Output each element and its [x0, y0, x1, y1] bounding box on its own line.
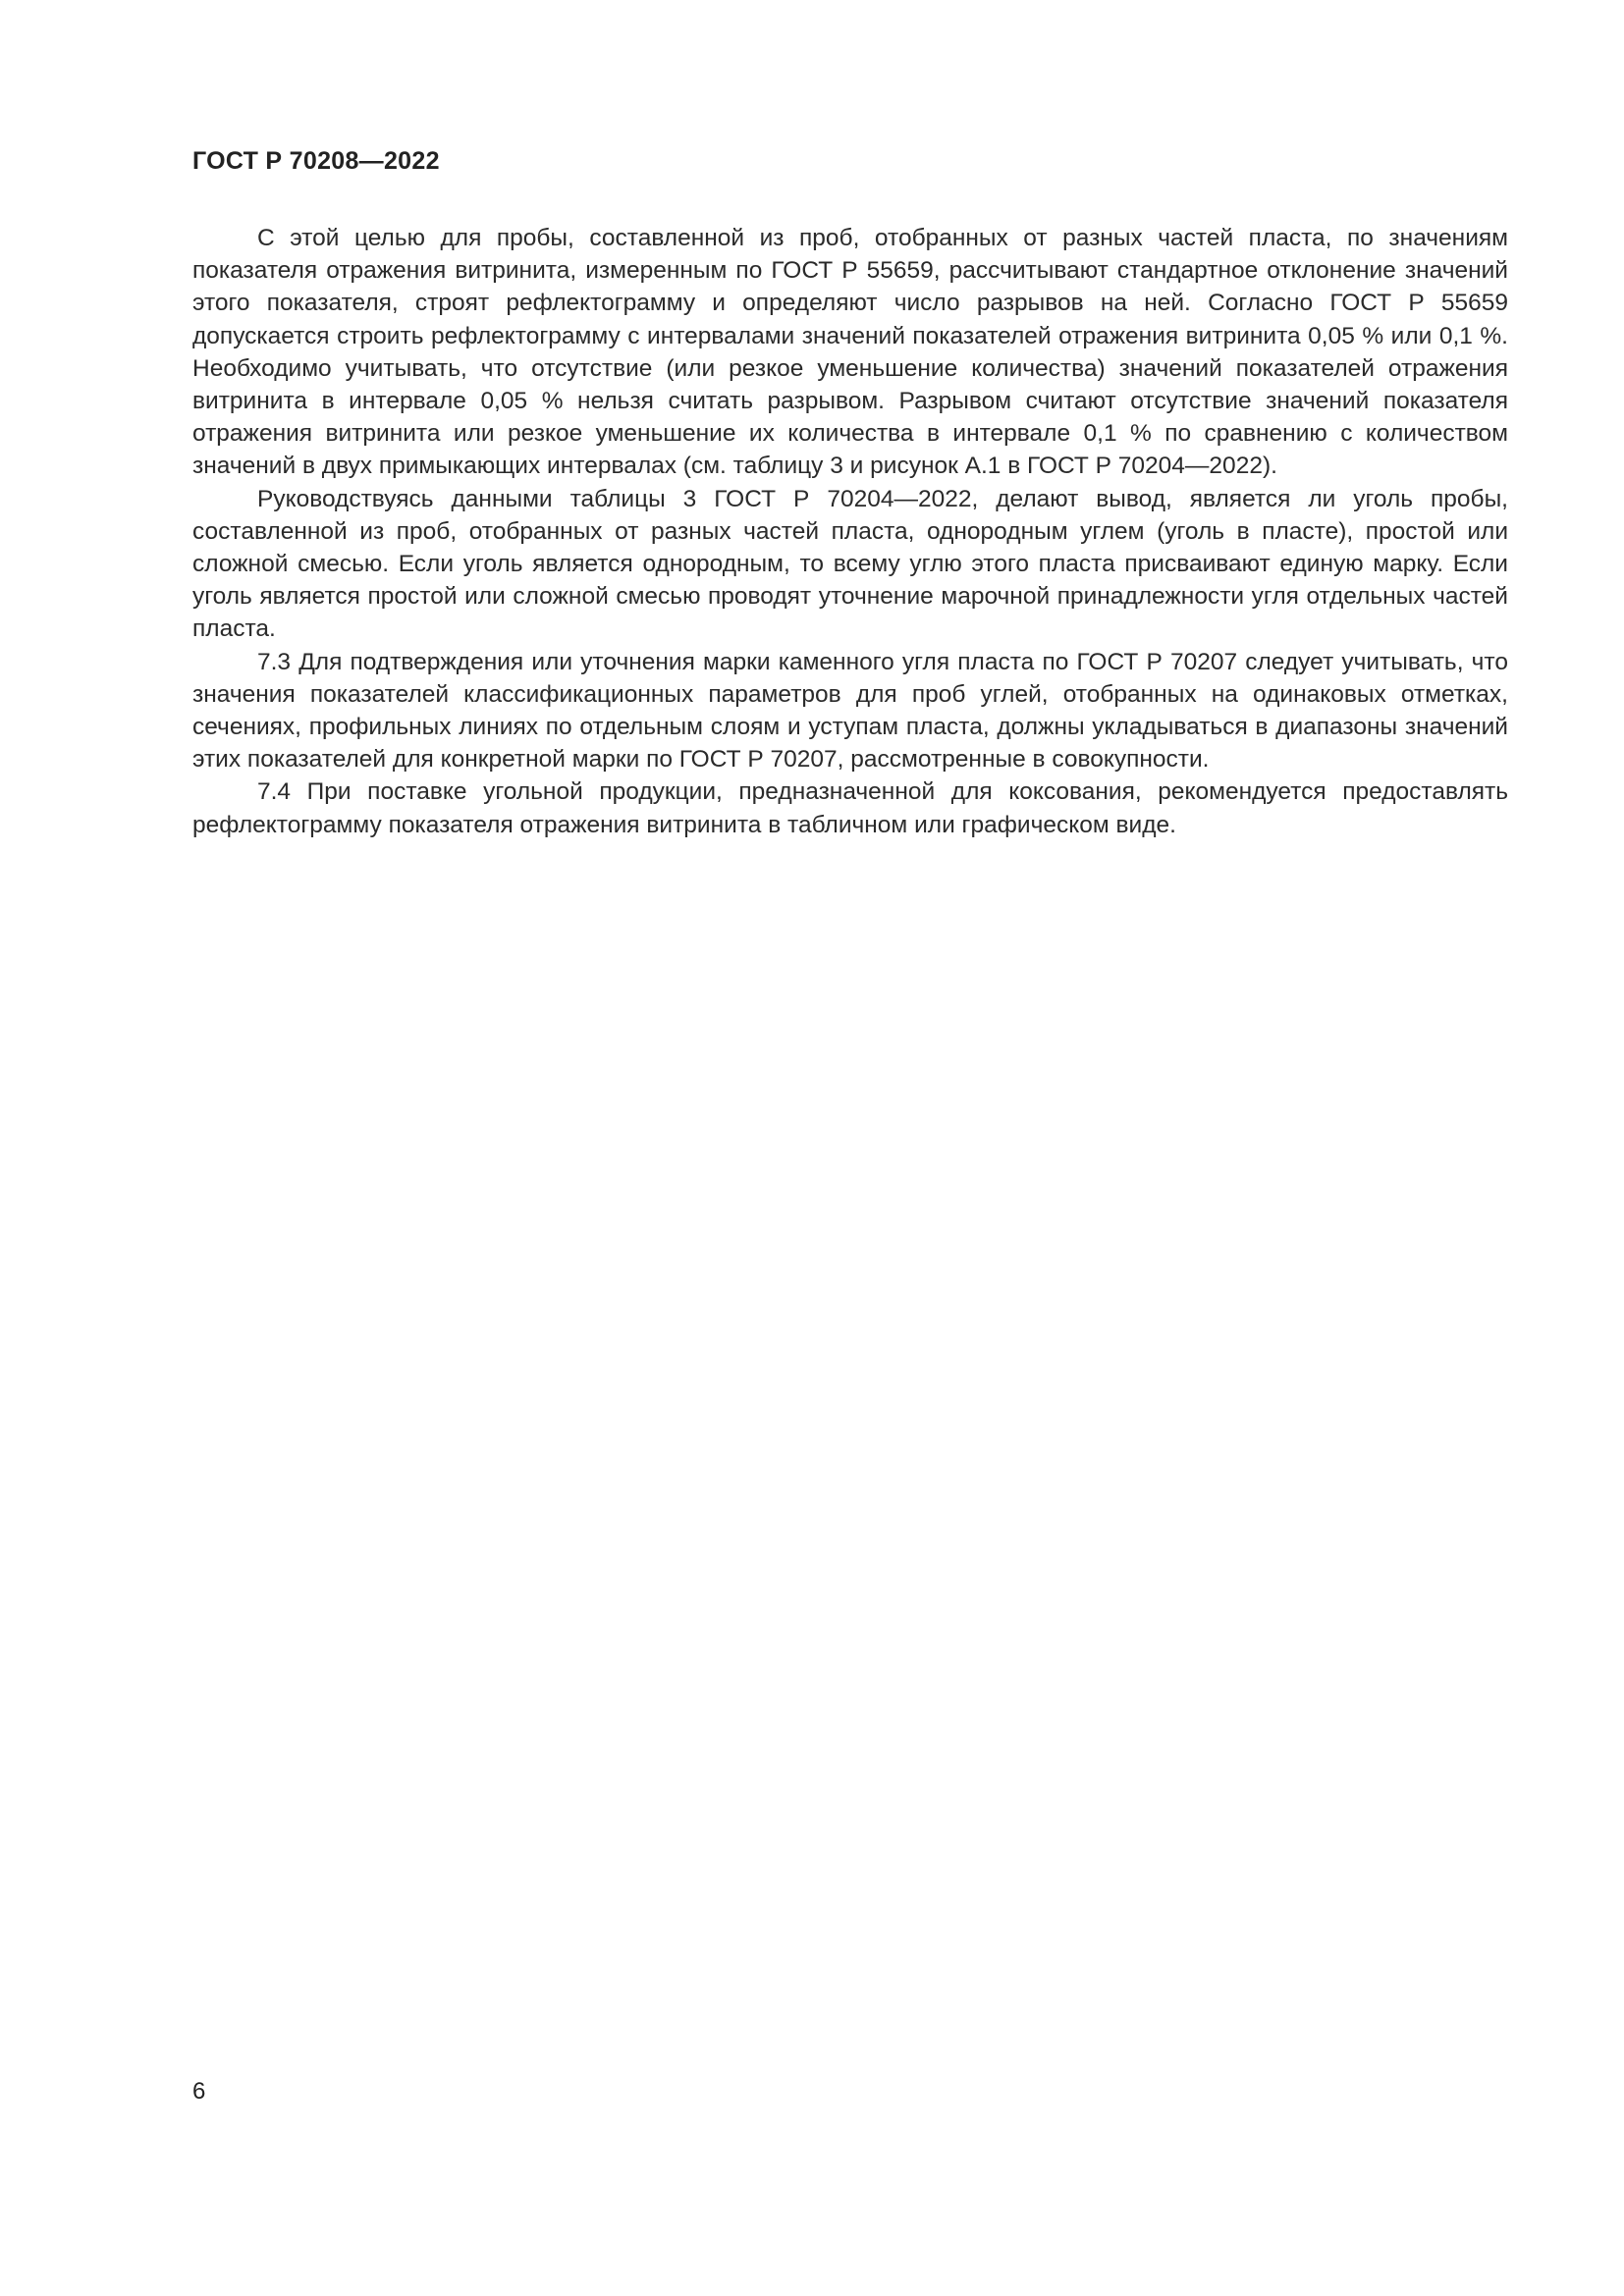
paragraph-reflectogram-method: С этой целью для пробы, составленной из проб, отобранных от разных частей пласта, по значениям показателя отражения витринита, измеренным по ГОСТ Р 55659, рассчитывают стандартное отклонение значений этого показателя, строят рефлектограмму и определяют число разрывов на ней. Согласно ГОСТ Р 55659 допускается строить рефлектограмму с интервалами значений показателей отражения витринита 0,05 % или 0,1 %. Необходимо учитывать, что отсутствие (или резкое уменьшение количества) значений показателей отражения витринита в интервале 0,05 % нельзя считать разрывом. Разрывом считают отсутствие значений показателя отражения витринита или резкое уменьшение их количества в интервале 0,1 % по сравнению с количеством значений в двух примыкающих интервалах (см. таблицу 3 и рисунок А.1 в ГОСТ Р 70204—2022).	[192, 225, 1508, 480]
paragraph-coal-homogeneity: Руководствуясь данными таблицы 3 ГОСТ Р 70204—2022, делают вывод, является ли уголь пробы, составленной из проб, отобранных от разных частей пласта, однородным углем (уголь в пласте), простой или сложной смесью. Если уголь является однородным, то всему углю этого пласта присваивают единую марку. Если уголь является простой или сложной смесью проводят уточнение марочной принадлежности угля отдельных частей пласта.	[192, 485, 1508, 643]
paragraph-section-7-3: 7.3 Для подтверждения или уточнения марки каменного угля пласта по ГОСТ Р 70207 следует учитывать, что значения показателей классификационных параметров для проб углей, отобранных на одинаковых отметках, сечениях, профильных линиях по отдельным слоям и уступам пласта, должны укладываться в диапазоны значений этих показателей для конкретной марки по ГОСТ Р 70207, рассмотренные в совокупности.	[192, 648, 1508, 774]
page-number: 6	[192, 2078, 206, 2105]
document-header: ГОСТ Р 70208—2022	[192, 147, 440, 175]
document-body	[192, 222, 1508, 841]
paragraph-section-7-4: 7.4 При поставке угольной продукции, предназначенной для коксования, рекомендуется предоставлять рефлектограмму показателя отражения витринита в табличном или графическом виде.	[192, 778, 1508, 838]
